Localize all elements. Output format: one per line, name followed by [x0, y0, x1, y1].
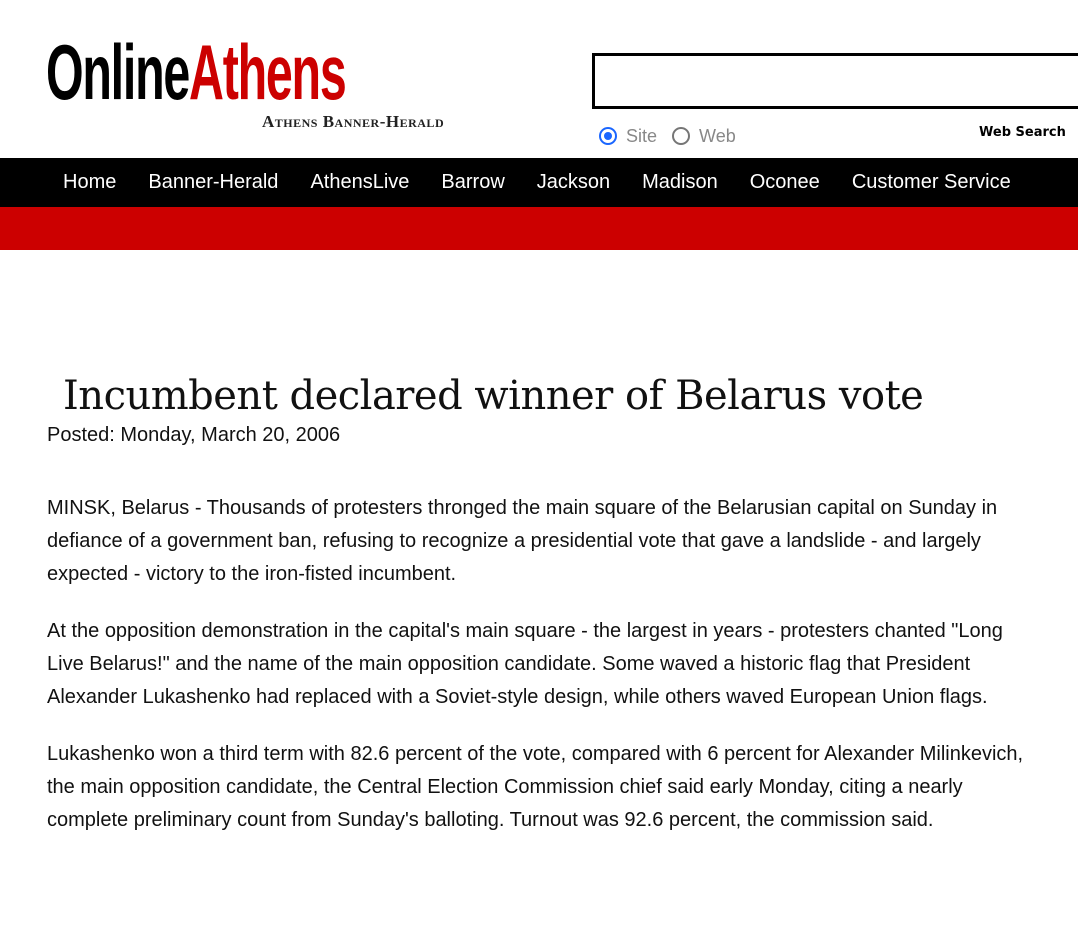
article-paragraph-2: At the opposition demonstration in the capital's main square - the largest in years - protesters chanted "Long Live Belarus!" and the name of the main opposition candidate. Some waved a historic flag that President Alexander Lukashenko had replaced with a Soviet-style design, while others waved European Union flags. — [47, 620, 1003, 708]
article-headline: Incumbent declared winner of Belarus vote — [63, 373, 924, 419]
nav-item-customer-service[interactable]: Customer Service — [851, 171, 1011, 193]
logo-subtitle: Athens Banner-Herald — [262, 112, 445, 131]
radio-web-label[interactable]: Web — [699, 125, 736, 146]
article-paragraph-1: MINSK, Belarus - Thousands of protesters thronged the main square of the Belarusian capital on Sunday in defiance of a government ban, refusing to recognize a presidential vote that gave a landslide - and largely expected - victory to the iron-fisted incumbent. — [47, 497, 998, 585]
nav-item-banner-herald[interactable]: Banner-Herald — [148, 171, 279, 193]
article-paragraph-3: Lukashenko won a third term with 82.6 percent of the vote, compared with 6 percent for Alexander Milinkevich, the main opposition candidate, the Central Election Commission chief said early Monday, citing a nearly complete preliminary count from Sunday's balloting. Turnout was 92.6 percent, the commission said. — [47, 743, 1024, 831]
radio-web[interactable] — [672, 127, 690, 145]
article-posted-date: Posted: Monday, March 20, 2006 — [47, 424, 341, 446]
logo-wordmark — [46, 30, 345, 114]
search-scope-group — [599, 124, 751, 148]
radio-site[interactable] — [599, 127, 617, 145]
logo-athens-text: Athens — [189, 28, 346, 116]
red-banner-band — [0, 207, 1078, 250]
nav-list — [0, 158, 1078, 207]
logo-online-text: Online — [46, 28, 190, 116]
main-nav — [0, 158, 1078, 207]
radio-site-label[interactable]: Site — [626, 125, 658, 146]
nav-item-jackson[interactable]: Jackson — [536, 171, 611, 193]
nav-item-barrow[interactable]: Barrow — [441, 171, 505, 193]
nav-item-madison[interactable]: Madison — [642, 171, 718, 193]
article — [47, 370, 1037, 861]
site-header — [0, 0, 1078, 158]
article-body — [47, 492, 1037, 837]
nav-item-home[interactable]: Home — [63, 171, 117, 193]
web-search-button[interactable]: Web Search — [979, 125, 1066, 140]
search-input[interactable] — [592, 53, 1078, 109]
nav-item-oconee[interactable]: Oconee — [749, 171, 820, 193]
nav-item-athenslive[interactable]: AthensLive — [310, 171, 410, 193]
